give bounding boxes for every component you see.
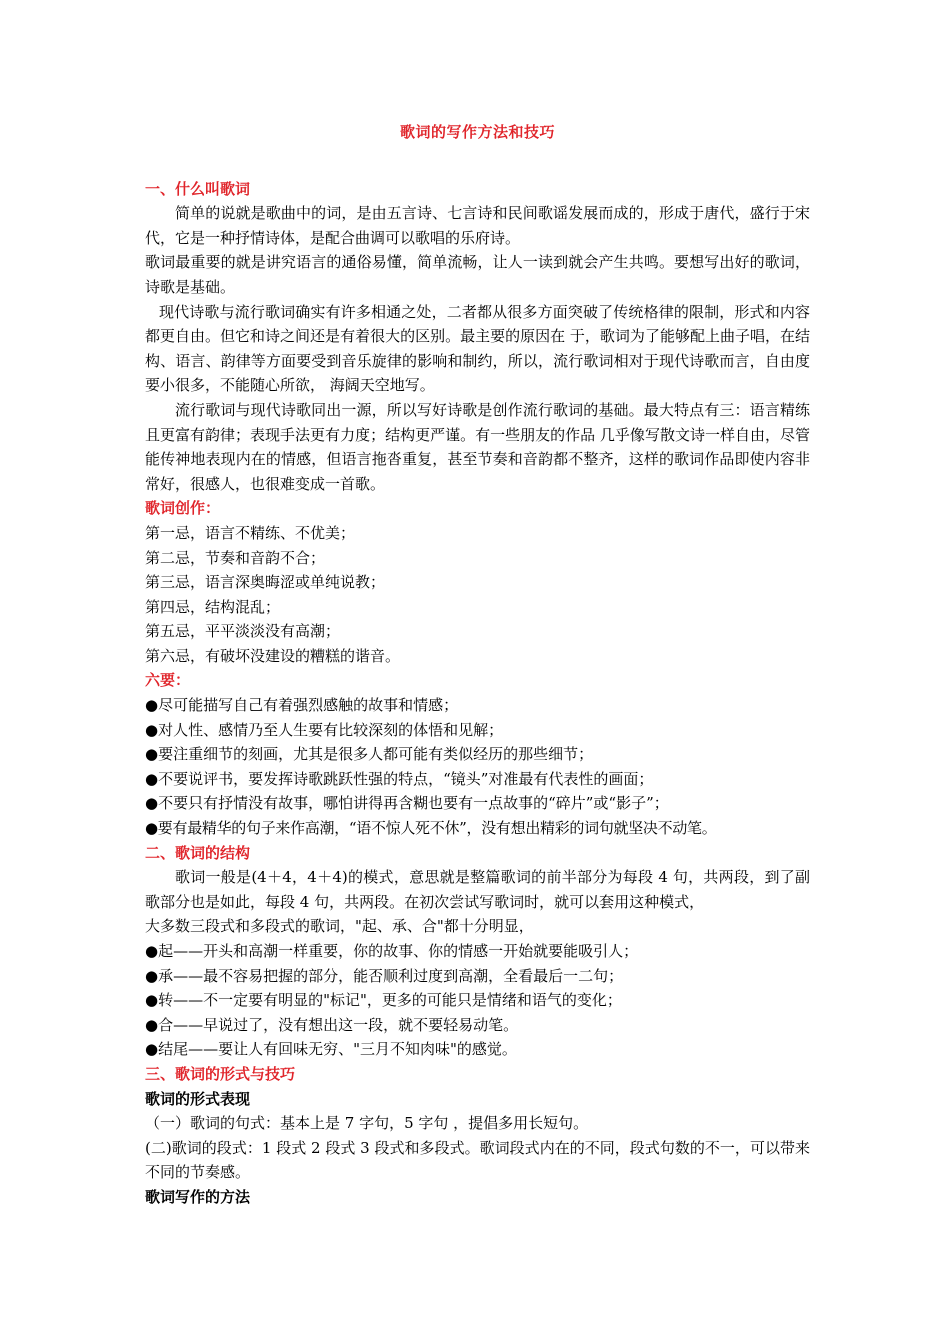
list-item: ●转——不一定要有明显的"标记"，更多的可能只是情绪和语气的变化； (145, 991, 622, 1010)
list-item: 第一忌，语言不精练、不优美； (145, 523, 356, 542)
paragraph: 简单的说就是歌曲中的词，是由五言诗、七言诗和民间歌谣发展而成的，形成于唐代，盛行于宋代，它是一种抒情诗体，是配合曲调可以歌唱的乐府诗。 (145, 204, 810, 247)
paragraph: 大多数三段式和多段式的歌词，"起、承、合"都十分明显， (145, 917, 534, 936)
list-item: ●对人性、感情乃至人生要有比较深刻的体悟和见解； (145, 720, 504, 739)
document-page (145, 120, 810, 1210)
list-item: 第四忌，结构混乱； (145, 597, 281, 616)
section-heading-structure: 二、歌词的结构 (145, 843, 251, 862)
list-item: ●结尾——要让人有回味无穷、"三月不知肉味"的感觉。 (145, 1040, 517, 1059)
page-title: 歌词的写作方法和技巧 (399, 123, 555, 141)
paragraph: 现代诗歌与流行歌词确实有许多相通之处，二者都从很多方面突破了传统格律的限制，形式和内容都更自由。但它和诗之间还是有着很大的区别。最主要的原因在 于，歌词为了能够配上曲子唱，在结构、语言、韵律等方面要受到音乐旋律的影响和制约，所以，流行歌词相对于现代诗歌而言，自由度要小很多，不能随心所欲， 海阔天空地写。 (145, 302, 810, 395)
list-item: ●起——开头和高潮一样重要，你的故事、你的情感一开始就要能吸引人； (145, 942, 639, 960)
list-item: ●合——早说过了，没有想出这一段，就不要轻易动笔。 (145, 1015, 519, 1034)
list-item: ●不要只有抒情没有故事，哪怕讲得再含糊也要有一点故事的“碎片”或“影子”； (145, 794, 669, 813)
list-item: 第六忌，有破坏没建设的糟糕的谐音。 (145, 646, 401, 665)
list-item: ●要注重细节的刻画，尤其是很多人都可能有类似经历的那些细节； (145, 745, 594, 764)
section-heading-six-musts: 六要： (145, 671, 191, 690)
list-item: ●尽可能描写自己有着强烈感触的故事和情感； (145, 696, 459, 715)
section-heading-creation: 歌词创作： (145, 499, 221, 518)
subheading-method: 歌词写作的方法 (145, 1187, 251, 1206)
paragraph: 流行歌词与现代诗歌同出一源，所以写好诗歌是创作流行歌词的基础。最大特点有三：语言精练且更富有韵律；表现手法更有力度；结构更严谨。有一些朋友的作品 几乎像写散文诗一样自由，尽管能传神地表现内在的情感，但语言拖沓重复，甚至节奏和音韵都不整齐，这样的歌词作品即使内容非常好，很感人，也很难变成一首歌。 (145, 400, 810, 493)
list-item: ●要有最精华的句子来作高潮，“语不惊人死不休”，没有想出精彩的词句就坚决不动笔。 (145, 819, 717, 838)
list-item: 第五忌，平平淡淡没有高潮； (145, 622, 341, 641)
list-item: 第三忌，语言深奥晦涩或单纯说教； (145, 573, 386, 592)
list-item: ●不要说评书，要发挥诗歌跳跃性强的特点，“镜头”对准最有代表性的画面； (145, 769, 654, 788)
list-item: 第二忌，节奏和音韵不合； (145, 548, 326, 567)
section-heading-what-is-lyrics: 一、什么叫歌词 (145, 179, 251, 198)
subheading-form: 歌词的形式表现 (145, 1089, 251, 1108)
paragraph: (二)歌词的段式：1 段式 2 段式 3 段式和多段式。歌词段式内在的不同，段式句数的不一，可以带来不同的节奏感。 (145, 1138, 810, 1182)
paragraph: 歌词最重要的就是讲究语言的通俗易懂，简单流畅，让人一读到就会产生共鸣。要想写出好的歌词，诗歌是基础。 (145, 253, 810, 296)
list-item: ●承——最不容易把握的部分，能否顺利过度到高潮，全看最后一二句； (145, 966, 624, 985)
section-heading-form-and-technique: 三、歌词的形式与技巧 (145, 1064, 296, 1083)
paragraph: 歌词一般是(4＋4，4＋4)的模式，意思就是整篇歌词的前半部分为每段 4 句，共两段，到了副歌部分也是如此，每段 4 句，共两段。在初次尝试写歌词时，就可以套用这种模式， (145, 868, 810, 911)
paragraph: （一）歌词的句式：基本上是 7 字句，5 字句 ，提倡多用长短句。 (145, 1114, 589, 1133)
